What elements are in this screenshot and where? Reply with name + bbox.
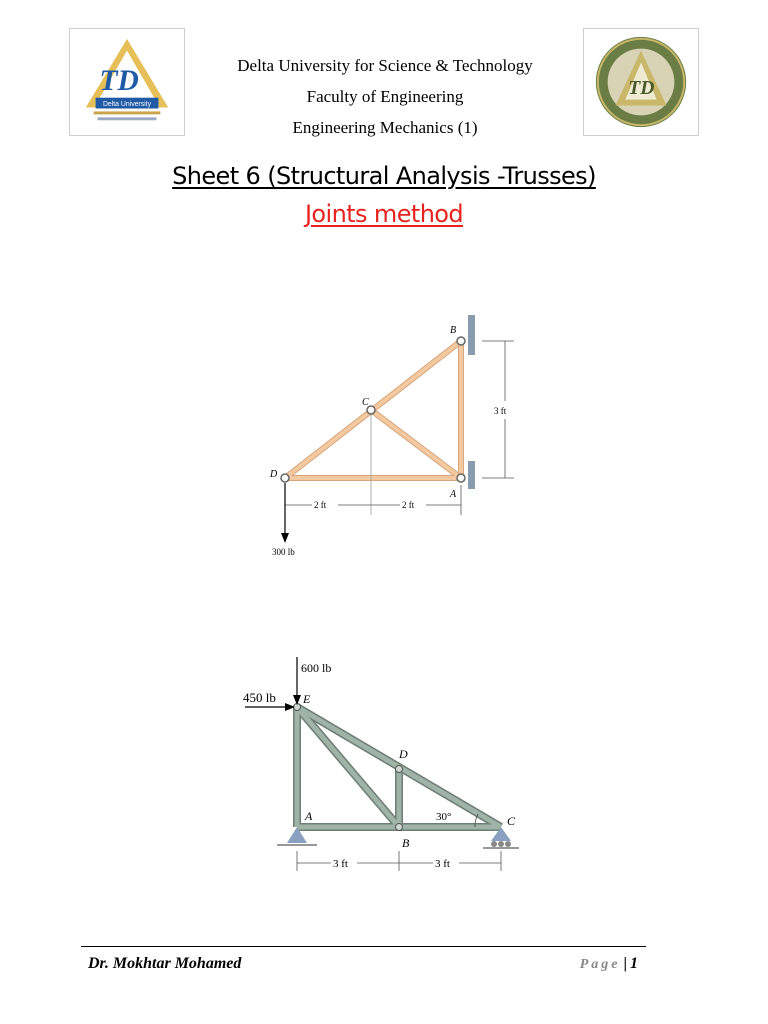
joint-b <box>396 824 403 831</box>
footer-rule <box>81 946 646 947</box>
footer-author: Dr. Mokhtar Mohamed <box>88 955 242 972</box>
label-a: A <box>305 809 313 823</box>
footer-page-number <box>580 955 638 973</box>
page-separator: | <box>623 955 627 972</box>
faculty-name: Faculty of Engineering <box>306 87 464 106</box>
joint-b <box>457 337 465 345</box>
sheet-subtitle: Joints method <box>304 200 464 228</box>
truss-figure-1 <box>250 315 510 575</box>
label-b: B <box>450 325 457 336</box>
dim-left: 2 ft <box>314 500 327 510</box>
logo-text: Delta University <box>102 101 152 109</box>
page-label: Page <box>579 957 621 972</box>
label-c: C <box>362 397 369 408</box>
label-d: D <box>399 747 408 761</box>
svg-text:TD: TD <box>99 64 139 97</box>
course-name: Engineering Mechanics (1) <box>292 118 478 137</box>
university-name: Delta University for Science & Technology <box>237 56 533 75</box>
support-b <box>468 315 475 355</box>
joint-d <box>396 766 403 773</box>
label-a: A <box>450 489 457 500</box>
label-b: B <box>402 836 410 850</box>
angle-30: 30° <box>436 811 452 823</box>
dim-right: 2 ft <box>402 500 415 510</box>
dim-height: 3 ft <box>494 406 507 416</box>
svg-text:TD: TD <box>628 77 655 99</box>
label-e: E <box>303 692 311 706</box>
university-seal-logo <box>583 28 699 136</box>
sheet-title: Sheet 6 (Structural Analysis -Trusses) <box>172 162 596 190</box>
support-a <box>468 461 475 489</box>
header-text <box>190 50 580 143</box>
delta-university-logo <box>69 28 185 136</box>
dim-left: 3 ft <box>333 858 348 870</box>
label-d: D <box>270 469 278 480</box>
dim-right: 3 ft <box>435 858 450 870</box>
label-c: C <box>507 814 516 828</box>
load-600: 600 lb <box>301 661 332 675</box>
joint-a <box>457 474 465 482</box>
load-300: 300 lb <box>272 547 295 557</box>
page-number: 1 <box>630 955 638 972</box>
joint-d <box>281 474 289 482</box>
load-450: 450 lb <box>243 690 276 705</box>
truss-figure-2 <box>235 645 525 885</box>
